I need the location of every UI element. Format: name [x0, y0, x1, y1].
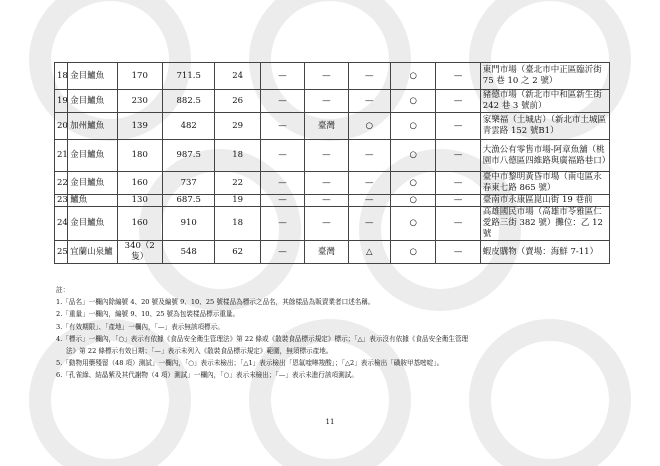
weight-cell: 987.5: [162, 140, 214, 172]
malachite-green-result-cell: —: [436, 63, 480, 90]
unit-price-cell: 29: [215, 113, 260, 140]
label-status-cell: —: [348, 90, 390, 113]
drug-residue-result-cell: ○: [390, 241, 435, 264]
unit-price-cell: 19: [215, 195, 260, 207]
malachite-green-result-cell: —: [436, 113, 480, 140]
expiry-date-cell: —: [260, 195, 304, 207]
note-1: 1.「品名」一欄內除編號 4、20 號及編號 9、10、25 號樣品為標示之品名，其餘樣品為販賣業者口述名稱。: [56, 298, 375, 307]
label-status-cell: ○: [348, 113, 390, 140]
table-row: [55, 207, 610, 241]
table-row: [55, 195, 610, 207]
origin-cell: —: [305, 207, 348, 241]
purchase-location-cell: 東門市場（臺北市中正區臨沂街 75 巷 10 之 2 號）: [480, 63, 609, 90]
weight-cell: 711.5: [162, 63, 214, 90]
weight-cell: 687.5: [162, 195, 214, 207]
table-row: [55, 113, 610, 140]
product-name-cell: 金目鱸魚: [68, 140, 117, 172]
weight-cell: 482: [162, 113, 214, 140]
price-cell: 180: [117, 140, 162, 172]
price-cell: 160: [117, 207, 162, 241]
drug-residue-result-cell: ○: [390, 113, 435, 140]
malachite-green-result-cell: —: [436, 140, 480, 172]
purchase-location-cell: 家樂福（土城店）（新北市土城區青雲路 152 號B1）: [480, 113, 609, 140]
price-cell: 130: [117, 195, 162, 207]
row-number-cell: 18: [55, 63, 68, 90]
note-4: 4.「標示」一欄內，「○」表示有依據《食品安全衛生管理法》第 22 條或《散裝食品標示規定》標示；「△」表示沒有依據《食品安全衛生管理: [56, 334, 469, 343]
expiry-date-cell: —: [260, 140, 304, 172]
row-number-cell: 25: [55, 241, 68, 264]
expiry-date-cell: —: [260, 207, 304, 241]
row-number-cell: 20: [55, 113, 68, 140]
unit-price-cell: 62: [215, 241, 260, 264]
product-name-cell: 金目鱸魚: [68, 63, 117, 90]
malachite-green-result-cell: —: [436, 195, 480, 207]
expiry-date-cell: —: [260, 90, 304, 113]
product-name-cell: 鱸魚: [68, 195, 117, 207]
purchase-location-cell: 高雄國民市場（高雄市苓雅區仁愛路三街 382 號）攤位：乙 12 號: [480, 207, 609, 241]
label-status-cell: —: [348, 195, 390, 207]
page-number: 11: [325, 418, 335, 426]
notes-heading: 註：: [56, 286, 70, 294]
drug-residue-result-cell: ○: [390, 63, 435, 90]
row-number-cell: 24: [55, 207, 68, 241]
results-table: [54, 62, 610, 264]
expiry-date-cell: —: [260, 63, 304, 90]
purchase-location-cell: 臺中市黎明黃昏市場（南屯區永春東七路 865 號）: [480, 172, 609, 195]
note-5: 5.「動物用藥殘留（48 項）測試」一欄內，「○」表示未檢出；「△1」表示檢出「恩氟喹啉羧酸」；「△2」表示檢出「磺胺甲基嘧啶」。: [56, 359, 444, 368]
unit-price-cell: 24: [215, 63, 260, 90]
table-row: [55, 63, 610, 90]
price-cell: 170: [117, 63, 162, 90]
purchase-location-cell: 臺南市永康區崑山街 19 巷前: [480, 195, 609, 207]
malachite-green-result-cell: —: [436, 172, 480, 195]
price-cell: 139: [117, 113, 162, 140]
label-status-cell: △: [348, 241, 390, 264]
row-number-cell: 21: [55, 140, 68, 172]
price-cell: 340（2 隻）: [117, 241, 162, 264]
weight-cell: 548: [162, 241, 214, 264]
label-status-cell: —: [348, 140, 390, 172]
product-name-cell: 加州鱸魚: [68, 113, 117, 140]
note-6: 6.「孔雀綠、結晶紫及其代謝物（4 項）測試」一欄內，「○」表示未檢出；「—」表示未進行該項測試。: [56, 371, 358, 380]
malachite-green-result-cell: —: [436, 241, 480, 264]
weight-cell: 737: [162, 172, 214, 195]
product-name-cell: 金目鱸魚: [68, 207, 117, 241]
expiry-date-cell: —: [260, 241, 304, 264]
product-name-cell: 宜蘭山泉鱸: [68, 241, 117, 264]
weight-cell: 882.5: [162, 90, 214, 113]
malachite-green-result-cell: —: [436, 207, 480, 241]
drug-residue-result-cell: ○: [390, 140, 435, 172]
product-name-cell: 金目鱸魚: [68, 172, 117, 195]
label-status-cell: —: [348, 207, 390, 241]
product-name-cell: 金目鱸魚: [68, 90, 117, 113]
expiry-date-cell: —: [260, 113, 304, 140]
unit-price-cell: 18: [215, 140, 260, 172]
unit-price-cell: 18: [215, 207, 260, 241]
label-status-cell: —: [348, 172, 390, 195]
purchase-location-cell: 豬德市場（新北市中和區新生街 242 巷 3 號前）: [480, 90, 609, 113]
table-row: [55, 140, 610, 172]
origin-cell: —: [305, 140, 348, 172]
origin-cell: —: [305, 172, 348, 195]
origin-cell: 臺灣: [305, 113, 348, 140]
note-2: 2.「重量」一欄內，編號 9、10、25 號為包裝樣品標示重量。: [56, 310, 240, 319]
price-cell: 230: [117, 90, 162, 113]
notes: [56, 284, 616, 382]
table-row: [55, 241, 610, 264]
unit-price-cell: 22: [215, 172, 260, 195]
row-number-cell: 22: [55, 172, 68, 195]
origin-cell: —: [305, 195, 348, 207]
table-row: [55, 172, 610, 195]
origin-cell: —: [305, 90, 348, 113]
expiry-date-cell: —: [260, 172, 304, 195]
row-number-cell: 23: [55, 195, 68, 207]
purchase-location-cell: 大漁公有零售市場-阿章魚舖（桃園市八德區四維路與廣福路巷口）: [480, 140, 609, 172]
weight-cell: 910: [162, 207, 214, 241]
price-cell: 160: [117, 172, 162, 195]
label-status-cell: —: [348, 63, 390, 90]
unit-price-cell: 26: [215, 90, 260, 113]
row-number-cell: 19: [55, 90, 68, 113]
table-row: [55, 90, 610, 113]
malachite-green-result-cell: —: [436, 90, 480, 113]
drug-residue-result-cell: ○: [390, 90, 435, 113]
drug-residue-result-cell: ○: [390, 195, 435, 207]
origin-cell: 臺灣: [305, 241, 348, 264]
note-3: 3.「有效期限」、「產地」一欄內，「—」表示無該項標示。: [56, 322, 224, 331]
purchase-location-cell: 蝦皮購物（賣場：海鮮 7-11）: [480, 241, 609, 264]
note-4-continued: 法》第 22 條標示有效日期；「—」表示未列入《散裝食品標示規定》範圍，無須標示產地。: [66, 347, 333, 356]
origin-cell: —: [305, 63, 348, 90]
drug-residue-result-cell: ○: [390, 207, 435, 241]
drug-residue-result-cell: ○: [390, 172, 435, 195]
